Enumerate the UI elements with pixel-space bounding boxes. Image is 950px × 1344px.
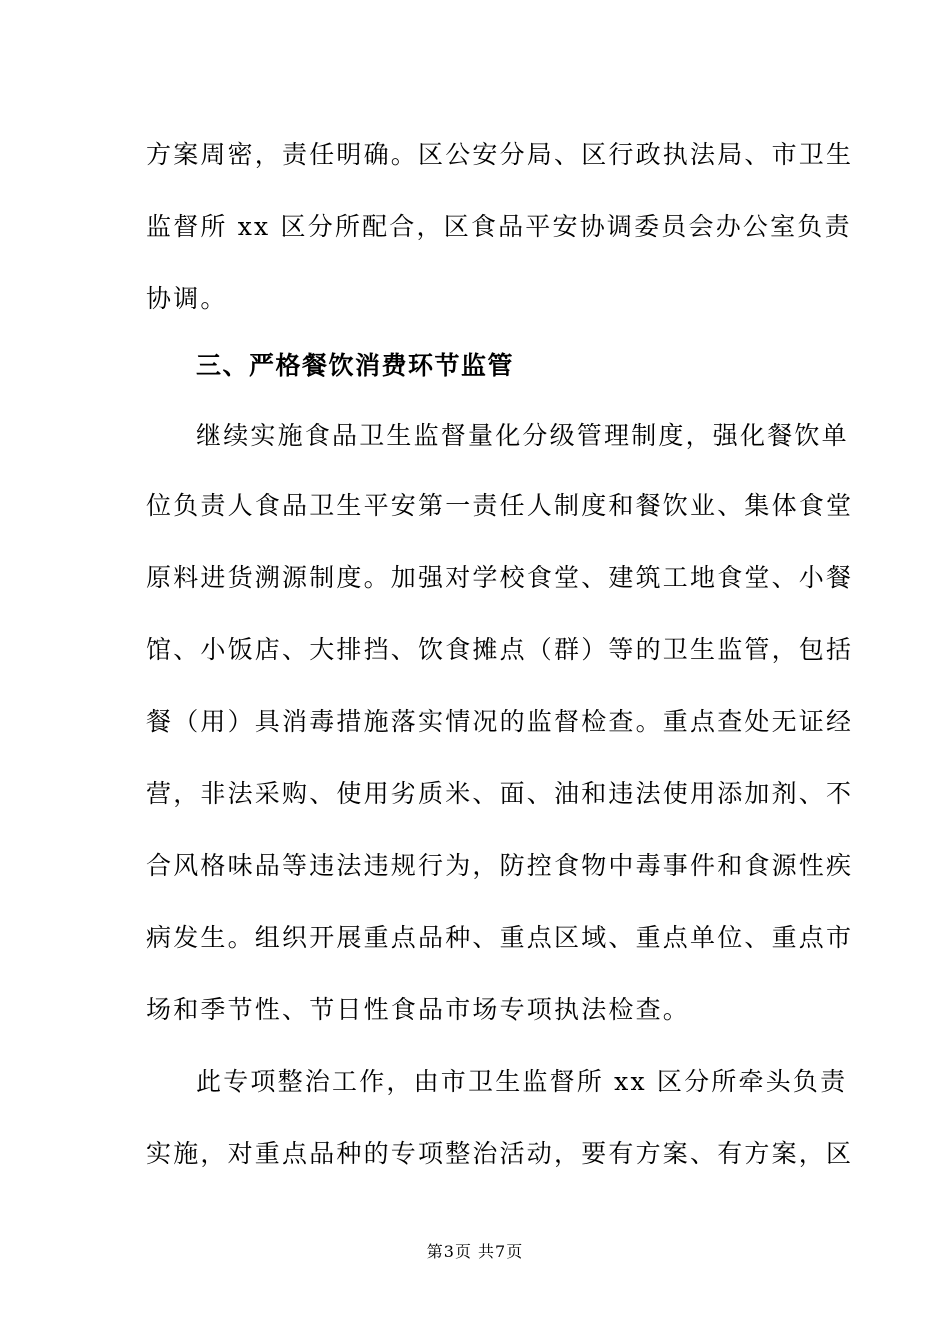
- body-text-line: 场和季节性、节日性食品市场专项执法检查。: [146, 995, 691, 1024]
- body-text-line: 营，非法采购、使用劣质米、面、油和违法使用添加剂、不: [146, 779, 854, 808]
- body-text-line: 餐（用）具消毒措施落实情况的监督检查。重点查处无证经: [146, 707, 854, 736]
- page-number-footer: 第3页 共7页: [426, 1242, 524, 1261]
- section-heading: 三、严格餐饮消费环节监管: [196, 351, 515, 380]
- body-text-line: 监督所 xx 区分所配合，区食品平安协调委员会办公室负责: [146, 212, 852, 241]
- body-text-line: 病发生。组织开展重点品种、重点区域、重点单位、重点市: [146, 923, 854, 952]
- body-text-line: 位负责人食品卫生平安第一责任人制度和餐饮业、集体食堂: [146, 491, 854, 520]
- body-text-line: 协调。: [146, 284, 228, 313]
- body-text-line: 合风格味品等违法违规行为，防控食物中毒事件和食源性疾: [146, 851, 854, 880]
- body-text-line: 实施，对重点品种的专项整治活动，要有方案、有方案，区: [146, 1139, 854, 1168]
- body-text-line: 继续实施食品卫生监督量化分级管理制度，强化餐饮单: [196, 421, 849, 450]
- body-text-line: 方案周密，责任明确。区公安分局、区行政执法局、市卫生: [146, 140, 854, 169]
- body-text-line: 原料进货溯源制度。加强对学校食堂、建筑工地食堂、小餐: [146, 563, 854, 592]
- body-text-line: 馆、小饭店、大排挡、饮食摊点（群）等的卫生监管，包括: [146, 635, 854, 664]
- body-text-line: 此专项整治工作，由市卫生监督所 xx 区分所牵头负责: [196, 1067, 848, 1096]
